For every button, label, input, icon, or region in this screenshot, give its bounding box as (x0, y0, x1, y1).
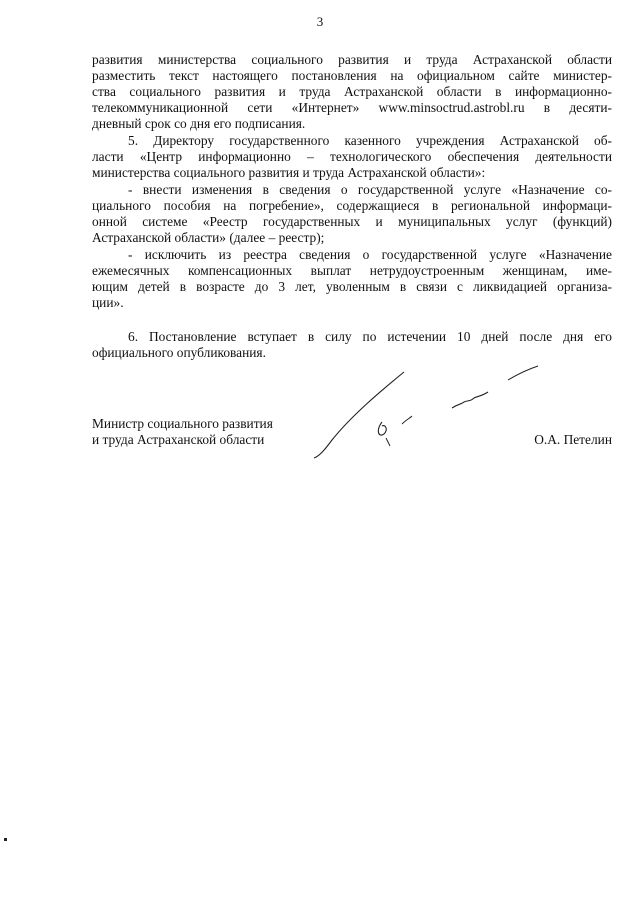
text-line: - исключить из реестра сведения о государственной услуге «Назначение (128, 247, 612, 262)
text-line: ства социального развития и труда Астраханской области в информационно- (92, 84, 612, 99)
text-line: телекоммуникационной сети «Интернет» www.minsoctrud.astrobl.ru в десяти- (92, 100, 612, 115)
page-number: 3 (316, 14, 324, 29)
signatory-name: О.А. Петелин (534, 432, 612, 447)
text-line: ющим детей в возрасте до 3 лет, уволенным в связи с ликвидацией организа- (92, 279, 612, 294)
scan-speck (4, 838, 7, 841)
text-line: министерства социального развития и труда Астраханской области»: (92, 165, 486, 180)
text-line: 6. Постановление вступает в силу по истечении 10 дней после дня его (128, 329, 612, 344)
text-line: - внести изменения в сведения о государственной услуге «Назначение со- (128, 182, 612, 197)
text-line: дневный срок со дня его подписания. (92, 116, 306, 131)
text-line: Астраханской области» (далее – реестр); (92, 230, 325, 245)
text-line: развития министерства социального развития и труда Астраханской области (92, 52, 612, 67)
handwritten-signature (312, 360, 542, 460)
signatory-title-line2: и труда Астраханской области (92, 432, 265, 447)
signatory-title-line1: Министр социального развития (92, 416, 273, 431)
text-line: циального пособия на погребение», содержащиеся в региональной информаци- (92, 198, 612, 213)
text-line: разместить текст настоящего постановления на официальном сайте министер- (92, 68, 612, 83)
text-line: ласти «Центр информационно – технологического обеспечения деятельности (92, 149, 612, 164)
text-line: ции». (92, 295, 124, 310)
text-line: ежемесячных компенсационных выплат нетрудоустроенным женщинам, име- (92, 263, 612, 278)
text-line: онной системе «Реестр государственных и муниципальных услуг (функций) (92, 214, 612, 229)
text-line: официального опубликования. (92, 345, 266, 360)
text-line: 5. Директору государственного казенного учреждения Астраханской об- (128, 133, 612, 148)
